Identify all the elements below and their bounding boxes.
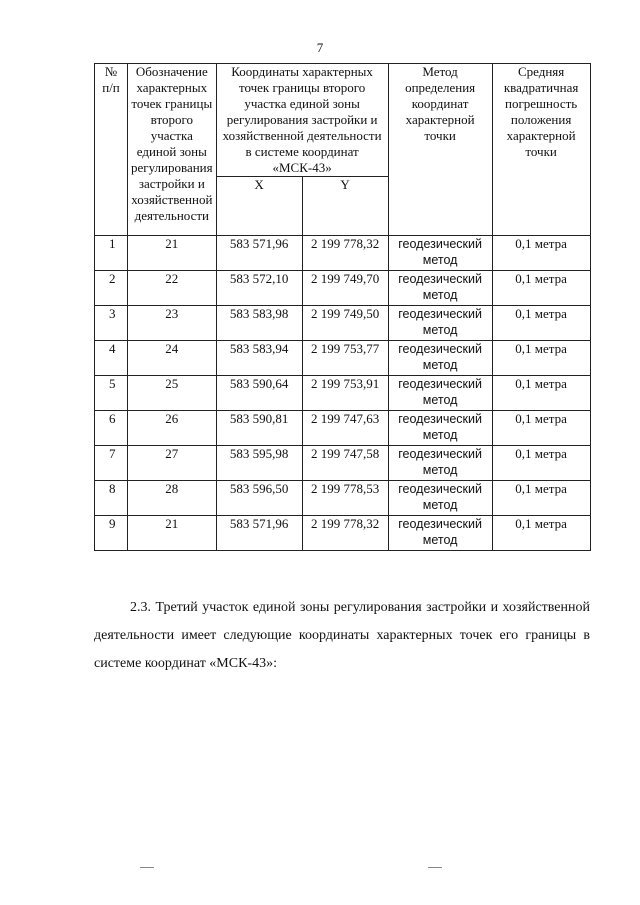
- row-number: 8: [95, 481, 128, 516]
- header-y: Y: [302, 177, 388, 236]
- coord-x: 583 590,81: [216, 411, 302, 446]
- page-number: 7: [316, 40, 324, 55]
- coord-x: 583 583,98: [216, 306, 302, 341]
- table-row: [95, 376, 591, 411]
- coord-y: 2 199 747,58: [302, 446, 388, 481]
- error-cell: 0,1 метра: [492, 341, 590, 376]
- point-designation: 22: [128, 271, 217, 306]
- error-cell: 0,1 метра: [492, 446, 590, 481]
- header-num: № п/п: [95, 64, 128, 236]
- coordinates-table: [94, 63, 591, 551]
- point-designation: 25: [128, 376, 217, 411]
- row-number: 1: [95, 236, 128, 271]
- point-designation: 24: [128, 341, 217, 376]
- method-cell: геодезический метод: [388, 271, 492, 306]
- header-error: Средняя квадратичная погрешность положения характерной точки: [492, 64, 590, 236]
- method-cell: геодезический метод: [388, 516, 492, 551]
- method-cell: геодезический метод: [388, 341, 492, 376]
- row-number: 2: [95, 271, 128, 306]
- row-number: 5: [95, 376, 128, 411]
- row-number: 6: [95, 411, 128, 446]
- point-designation: 21: [128, 236, 217, 271]
- error-cell: 0,1 метра: [492, 481, 590, 516]
- method-cell: геодезический метод: [388, 446, 492, 481]
- scan-speck: [428, 867, 442, 868]
- coord-y: 2 199 753,77: [302, 341, 388, 376]
- method-cell: геодезический метод: [388, 481, 492, 516]
- error-cell: 0,1 метра: [492, 271, 590, 306]
- point-designation: 28: [128, 481, 217, 516]
- table-row: [95, 236, 591, 271]
- coord-x: 583 571,96: [216, 236, 302, 271]
- method-cell: геодезический метод: [388, 411, 492, 446]
- table-row: [95, 271, 591, 306]
- coord-y: 2 199 778,32: [302, 516, 388, 551]
- coord-y: 2 199 778,53: [302, 481, 388, 516]
- error-cell: 0,1 метра: [492, 236, 590, 271]
- paragraph-text: 2.3. Третий участок единой зоны регулирования застройки и хозяйственной деятельности имеет следующие координаты характерных точек его границы в системе координат «МСК-43»:: [94, 600, 590, 671]
- coord-y: 2 199 753,91: [302, 376, 388, 411]
- coord-y: 2 199 749,50: [302, 306, 388, 341]
- point-designation: 23: [128, 306, 217, 341]
- coord-x: 583 590,64: [216, 376, 302, 411]
- header-designation: Обозначение характерных точек границы второго участка единой зоны регулирования застройки и хозяйственной деятельности: [128, 64, 217, 236]
- header-x: X: [216, 177, 302, 236]
- section-2-3-paragraph: [94, 594, 590, 678]
- row-number: 9: [95, 516, 128, 551]
- error-cell: 0,1 метра: [492, 306, 590, 341]
- error-cell: 0,1 метра: [492, 411, 590, 446]
- error-cell: 0,1 метра: [492, 516, 590, 551]
- table-row: [95, 446, 591, 481]
- method-cell: геодезический метод: [388, 306, 492, 341]
- coord-x: 583 572,10: [216, 271, 302, 306]
- row-number: 3: [95, 306, 128, 341]
- coord-x: 583 595,98: [216, 446, 302, 481]
- coord-y: 2 199 778,32: [302, 236, 388, 271]
- coord-x: 583 571,96: [216, 516, 302, 551]
- table-row: [95, 481, 591, 516]
- header-coords: Координаты характерных точек границы второго участка единой зоны регулирования застройки и хозяйственной деятельности в системе координат «МСК-43»: [216, 64, 388, 177]
- point-designation: 21: [128, 516, 217, 551]
- point-designation: 26: [128, 411, 217, 446]
- coord-y: 2 199 747,63: [302, 411, 388, 446]
- method-cell: геодезический метод: [388, 376, 492, 411]
- point-designation: 27: [128, 446, 217, 481]
- table-row: [95, 341, 591, 376]
- header-method: Метод определения координат характерной точки: [388, 64, 492, 236]
- coord-y: 2 199 749,70: [302, 271, 388, 306]
- coord-x: 583 596,50: [216, 481, 302, 516]
- table-row: [95, 411, 591, 446]
- table-row: [95, 306, 591, 341]
- row-number: 7: [95, 446, 128, 481]
- error-cell: 0,1 метра: [492, 376, 590, 411]
- row-number: 4: [95, 341, 128, 376]
- method-cell: геодезический метод: [388, 236, 492, 271]
- coord-x: 583 583,94: [216, 341, 302, 376]
- table-row: [95, 516, 591, 551]
- scan-speck: [140, 867, 154, 868]
